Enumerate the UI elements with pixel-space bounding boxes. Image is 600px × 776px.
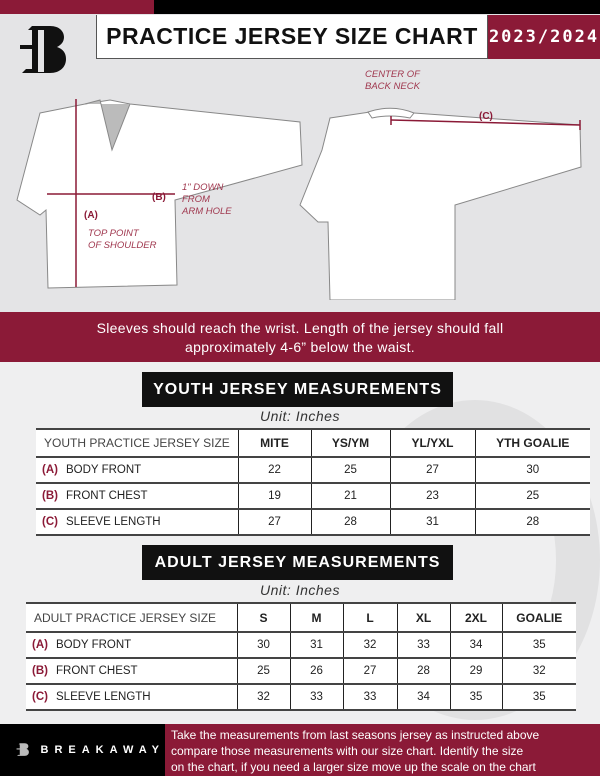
- header-cell: L: [343, 603, 397, 632]
- page-title: PRACTICE JERSEY SIZE CHART: [96, 15, 488, 59]
- measurement-letter: (C): [42, 516, 58, 528]
- value-cell: 31: [390, 509, 475, 535]
- row-label: [26, 684, 237, 710]
- value-cell: 25: [311, 457, 390, 483]
- value-cell: 34: [397, 684, 450, 710]
- value-cell: 34: [450, 632, 502, 658]
- value-cell: 27: [238, 509, 311, 535]
- table-header-row: [26, 603, 576, 632]
- breakaway-logo-small: [16, 739, 31, 761]
- label-b: (B): [152, 192, 166, 203]
- measurement-name: SLEEVE LENGTH: [56, 691, 151, 703]
- measurement-letter: (B): [32, 665, 48, 677]
- youth-size-table: [36, 428, 590, 536]
- value-cell: 35: [450, 684, 502, 710]
- value-cell: 33: [397, 632, 450, 658]
- value-cell: 32: [502, 658, 576, 684]
- row-label: [26, 658, 237, 684]
- instruction-band: [0, 312, 600, 362]
- top-bar: [154, 0, 600, 14]
- header-cell: 2XL: [450, 603, 502, 632]
- table-row: [36, 457, 590, 483]
- value-cell: 33: [343, 684, 397, 710]
- row-label: [36, 509, 238, 535]
- adult-unit: Unit: Inches: [260, 582, 340, 598]
- value-cell: 35: [502, 684, 576, 710]
- breakaway-logo: [18, 22, 72, 80]
- table-row: [36, 509, 590, 535]
- footer-line: on the chart, if you need a larger size move up the scale on the chart: [171, 760, 536, 774]
- top-bar-accent: [0, 0, 154, 14]
- note-center-back-neck: [365, 69, 420, 93]
- label-a: (A): [84, 210, 98, 221]
- row-label: [36, 457, 238, 483]
- value-cell: 27: [390, 457, 475, 483]
- header-cell: YL/YXL: [390, 429, 475, 457]
- note-line: BACK NECK: [365, 81, 420, 92]
- header-cell: YTH GOALIE: [475, 429, 590, 457]
- value-cell: 19: [238, 483, 311, 509]
- footer-line: compare those measurements with our size chart. Identify the size: [171, 744, 524, 758]
- value-cell: 23: [390, 483, 475, 509]
- note-line: OF SHOULDER: [88, 240, 157, 251]
- value-cell: 21: [311, 483, 390, 509]
- table-row: [26, 632, 576, 658]
- table-row: [36, 483, 590, 509]
- header-cell: S: [237, 603, 290, 632]
- adult-section-title: ADULT JERSEY MEASUREMENTS: [142, 545, 453, 580]
- value-cell: 28: [311, 509, 390, 535]
- instruction-line: Sleeves should reach the wrist. Length of the jersey should fall: [96, 320, 504, 336]
- youth-section-title: YOUTH JERSEY MEASUREMENTS: [142, 372, 453, 407]
- jersey-front-back-illustration: [0, 90, 600, 300]
- value-cell: 35: [502, 632, 576, 658]
- header-cell: XL: [397, 603, 450, 632]
- measurement-name: SLEEVE LENGTH: [66, 516, 161, 528]
- season-badge: 2023/2024: [488, 15, 600, 59]
- note-line: 1" DOWN: [182, 182, 224, 193]
- value-cell: 26: [290, 658, 343, 684]
- table-row: [26, 684, 576, 710]
- row-label: [36, 483, 238, 509]
- header-cell: GOALIE: [502, 603, 576, 632]
- value-cell: 22: [238, 457, 311, 483]
- value-cell: 32: [343, 632, 397, 658]
- table-row: [26, 658, 576, 684]
- note-1-inch-down: [182, 182, 232, 218]
- measurement-name: FRONT CHEST: [56, 665, 138, 677]
- value-cell: 30: [475, 457, 590, 483]
- footer-instructions: [165, 724, 600, 776]
- measurement-letter: (A): [32, 639, 48, 651]
- instruction-line: approximately 4-6” below the waist.: [185, 339, 415, 355]
- note-line: CENTER OF: [365, 69, 420, 80]
- measurement-letter: (A): [42, 464, 58, 476]
- value-cell: 25: [237, 658, 290, 684]
- table-header-row: [36, 429, 590, 457]
- value-cell: 25: [475, 483, 590, 509]
- value-cell: 30: [237, 632, 290, 658]
- note-top-point-of-shoulder: [88, 228, 156, 252]
- value-cell: 32: [237, 684, 290, 710]
- value-cell: 28: [475, 509, 590, 535]
- adult-size-table: [26, 602, 576, 711]
- measurement-name: BODY FRONT: [56, 639, 132, 651]
- measurement-letter: (C): [32, 691, 48, 703]
- note-line: ARM HOLE: [182, 206, 232, 217]
- value-cell: 29: [450, 658, 502, 684]
- value-cell: 27: [343, 658, 397, 684]
- youth-unit: Unit: Inches: [260, 408, 340, 424]
- row-label: [26, 632, 237, 658]
- note-line: FROM: [182, 194, 210, 205]
- header-cell: M: [290, 603, 343, 632]
- label-c: (C): [479, 111, 493, 122]
- measurement-name: BODY FRONT: [66, 464, 142, 476]
- value-cell: 31: [290, 632, 343, 658]
- header-cell: YOUTH PRACTICE JERSEY SIZE: [36, 429, 238, 457]
- measurement-letter: (B): [42, 490, 58, 502]
- brand-name: BREAKAWAY: [40, 744, 165, 756]
- footer-brand: [0, 724, 165, 776]
- note-line: TOP POINT: [88, 228, 139, 239]
- value-cell: 33: [290, 684, 343, 710]
- header-cell: ADULT PRACTICE JERSEY SIZE: [26, 603, 237, 632]
- value-cell: 28: [397, 658, 450, 684]
- header-cell: MITE: [238, 429, 311, 457]
- footer-line: Take the measurements from last seasons jersey as instructed above: [171, 728, 540, 742]
- measurement-name: FRONT CHEST: [66, 490, 148, 502]
- header-cell: YS/YM: [311, 429, 390, 457]
